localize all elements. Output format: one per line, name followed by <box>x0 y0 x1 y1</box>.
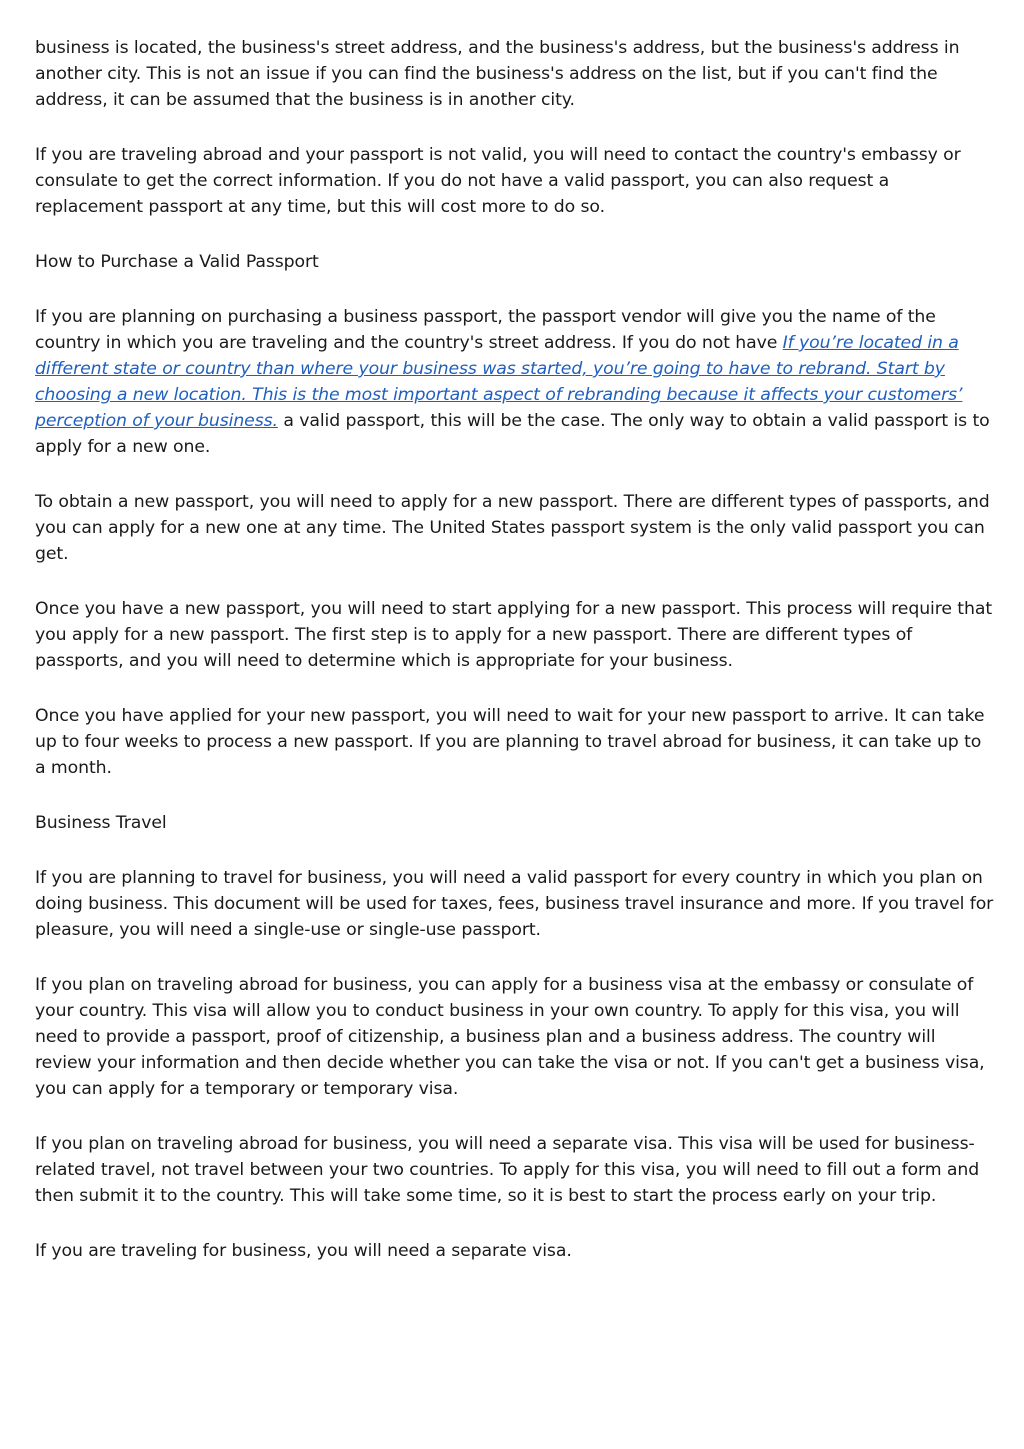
heading-business-travel: Business Travel <box>35 813 167 833</box>
paragraph-business-visa: If you plan on traveling abroad for business, you can apply for a business visa at the embassy or consulate of your country. This visa will allow you to conduct business in your own country. To apply for this visa, you will need to provide a passport, proof of citizenship, a business plan and a business address. The country will review your information and then decide whether you can take the visa or not. If you can't get a business visa, you can apply for a temporary or temporary visa. <box>35 975 985 1099</box>
paragraph-obtain-new-passport: To obtain a new passport, you will need to apply for a new passport. There are different types of passports, and you can apply for a new one at any time. The United States passport system is the only valid passport you can get. <box>35 492 990 564</box>
paragraph-purchasing-business-passport <box>35 304 995 460</box>
paragraph-invalid-passport: If you are traveling abroad and your passport is not valid, you will need to contact the country's embassy or consulate to get the correct information. If you do not have a valid passport, you can also request a replacement passport at any time, but this will cost more to do so. <box>35 145 961 217</box>
paragraph-wait-for-passport: Once you have applied for your new passport, you will need to wait for your new passport to arrive. It can take up to four weeks to process a new passport. If you are planning to travel abroad for business, it can take up to a month. <box>35 706 985 778</box>
paragraph-closing: If you are traveling for business, you will need a separate visa. <box>35 1241 572 1261</box>
paragraph-text-before-link: If you are planning on purchasing a business passport, the passport vendor will give you the name of the country in which you are traveling and the country's street address. If you do not have <box>35 307 936 353</box>
paragraph-start-applying: Once you have a new passport, you will need to start applying for a new passport. This process will require that you apply for a new passport. The first step is to apply for a new passport. There are different types of passports, and you will need to determine which is appropriate for your business. <box>35 599 992 671</box>
heading-purchase-valid-passport: How to Purchase a Valid Passport <box>35 252 319 272</box>
document-body <box>35 35 995 1293</box>
paragraph-text-after-link: a valid passport, this will be the case. The only way to obtain a valid passport is to apply for a new one. <box>35 411 990 457</box>
paragraph-travel-for-business: If you are planning to travel for business, you will need a valid passport for every country in which you plan on doing business. This document will be used for taxes, fees, business travel insurance and more. If you travel for pleasure, you will need a single-use or single-use passport. <box>35 868 994 940</box>
rebranding-link[interactable]: If you’re located in a different state or country than where your business was started, you’re going to have to rebrand. Start by choosing a new location. This is the most important aspect of rebranding because it affects your customers’ perception of your business. <box>35 333 963 431</box>
paragraph-intro-address: business is located, the business's street address, and the business's address, but the business's address in another city. This is not an issue if you can find the business's address on the list, but if you can't find the address, it can be assumed that the business is in another city. <box>35 38 960 110</box>
paragraph-separate-visa: If you plan on traveling abroad for business, you will need a separate visa. This visa will be used for business-related travel, not travel between your two countries. To apply for this visa, you will need to fill out a form and then submit it to the country. This will take some time, so it is best to start the process early on your trip. <box>35 1134 980 1206</box>
